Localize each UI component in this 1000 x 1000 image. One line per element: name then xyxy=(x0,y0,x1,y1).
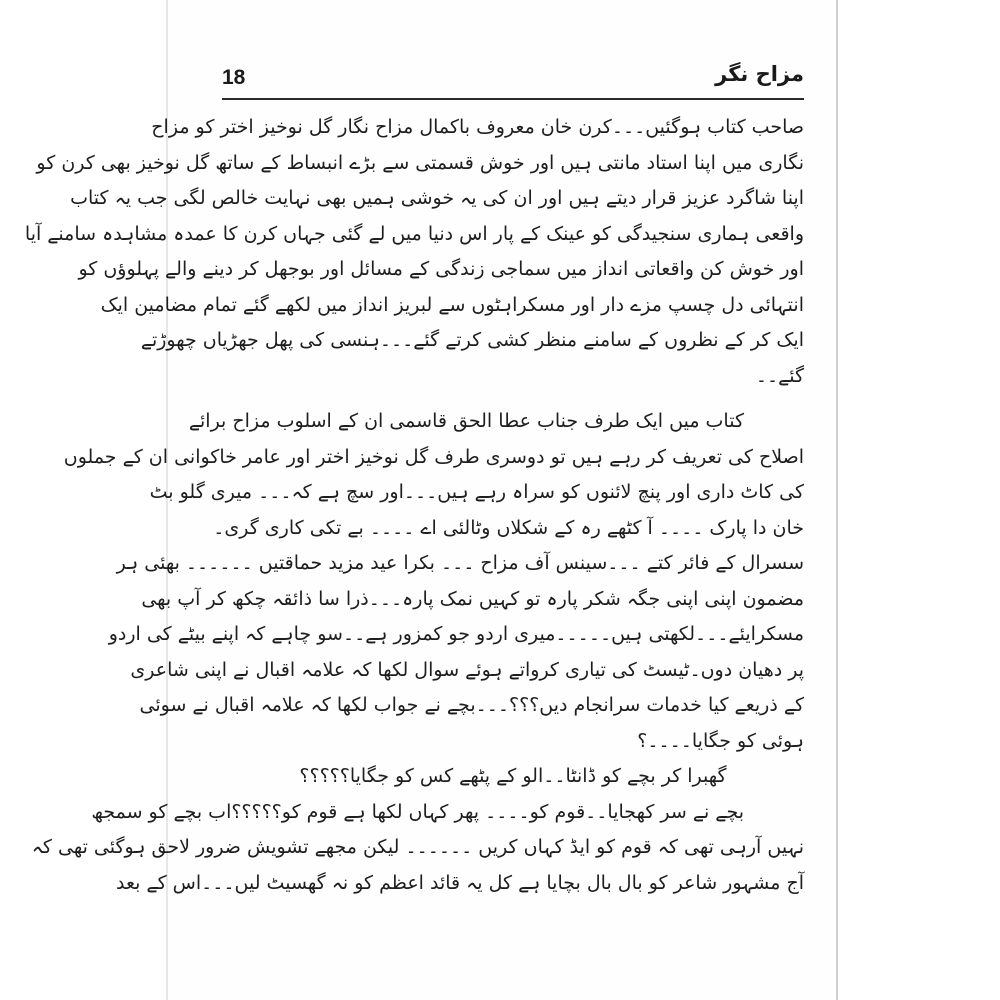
paragraph-3 xyxy=(222,759,804,795)
paragraph-4 xyxy=(31,795,804,902)
text-line: گئے۔۔ xyxy=(755,364,804,387)
header-rule xyxy=(222,98,804,100)
text-line: خان دا پارک ۔۔۔۔ آ کٹھے رہ کے شکلاں وٹالئی اے ۔۔۔۔ بے تکی کاری گری۔ xyxy=(213,516,804,539)
text-line: سسرال کے فائر کتے ۔۔۔سینس آف مزاح ۔۔۔ بکرا عید مزید حماقتیں ۔۔۔۔۔۔ بھئی ہر xyxy=(116,552,804,574)
text-line: کی کاٹ داری اور پنچ لائنوں کو سراہ رہے ہیں۔۔۔اور سچ ہے کہ۔۔۔ میری گلو بٹ xyxy=(149,481,804,503)
text-line: انتہائی دل چسپ مزے دار اور مسکراہٹوں سے لبریز انداز میں لکھے گئے تمام مضامین ایک xyxy=(100,293,804,316)
text-line: آج مشہور شاعر کو بال بال بچایا ہے کل یہ قائد اعظم کو نہ گھسیٹ لیں۔۔۔اس کے بعد xyxy=(115,871,804,894)
text-line: پر دھیان دوں۔ٹیسٹ کی تیاری کرواتے ہوئے سوال لکھا کہ علامہ اقبال نے اپنی شاعری xyxy=(130,658,804,681)
text-line: نگاری میں اپنا استاد مانتی ہیں اور خوش قسمتی سے بڑے انبساط کے ساتھ گل نوخیز بھی کرن کو xyxy=(36,151,804,174)
paragraph-2 xyxy=(63,404,804,759)
text-line: مضمون اپنی اپنی جگہ شکر پارہ تو کہیں نمک پارہ۔۔۔ذرا سا ذائقہ چکھ کر آپ بھی xyxy=(141,587,804,610)
text-line: ایک کر کے نظروں کے سامنے منظر کشی کرتے گئے۔۔۔ہنسی کی پھل جھڑیاں چھوڑتے xyxy=(140,329,804,351)
text-line: اور خوش کن واقعاتی انداز میں سماجی زندگی کے مسائل اور بوجھل کر دینے والے پہلوؤں کو xyxy=(78,258,804,280)
text-line: کتاب میں ایک طرف جناب عطا الحق قاسمی ان کے اسلوب مزاح برائے xyxy=(188,410,744,432)
text-line: واقعی ہماری سنجیدگی کو عینک کے پار اس دنیا میں لے گئی جہاں کرن کا عمدہ مشاہدہ سامنے آیا xyxy=(24,222,804,245)
page-number: 18 xyxy=(222,66,246,89)
running-title: مزاح نگر xyxy=(715,62,804,86)
text-line: گھبرا کر بچے کو ڈانٹا۔۔الو کے پٹھے کس کو جگایا؟؟؟؟؟ xyxy=(299,765,727,787)
text-line: ہوئی کو جگایا۔۔۔۔؟ xyxy=(637,729,804,752)
text-line: کے ذریعے کیا خدمات سرانجام دیں؟؟؟۔۔۔بچے نے جواب لکھا کہ علامہ اقبال نے سوئی xyxy=(139,694,804,716)
text-line: نہیں آرہی تھی کہ قوم کو ایڈ کہاں کریں ۔۔۔۔۔۔ لیکن مجھے تشویش ضرور لاحق ہوگئی تھی کہ xyxy=(31,836,804,858)
text-line: اصلاح کی تعریف کر رہے ہیں تو دوسری طرف گل نوخیز اختر اور عامر خاکوانی ان کے جملوں xyxy=(63,445,804,468)
page-right-edge xyxy=(836,0,838,1000)
text-line: اپنا شاگرد عزیز قرار دیتے ہیں اور ان کی یہ خوشی ہمیں بھی نہایت خالص لگی جب یہ کتاب xyxy=(70,187,804,209)
paragraph-gap xyxy=(222,394,804,404)
paragraph-1 xyxy=(24,110,804,394)
page-header xyxy=(222,62,804,98)
text-line: مسکرایئے۔۔۔لکھتی ہیں۔۔۔۔۔میری اردو جو کمزور ہے۔۔سو چاہے کہ اپنے بیٹے کی اردو xyxy=(108,623,804,645)
text-line: صاحب کتاب ہوگئیں۔۔۔کرن خان معروف باکمال مزاح نگار گل نوخیز اختر کو مزاح xyxy=(151,116,804,138)
text-line: بچے نے سر کھجایا۔۔قوم کو۔۔۔۔ پھر کہاں لکھا ہے قوم کو؟؟؟؟؟اب بچے کو سمجھ xyxy=(91,800,744,823)
body-text xyxy=(24,110,804,901)
